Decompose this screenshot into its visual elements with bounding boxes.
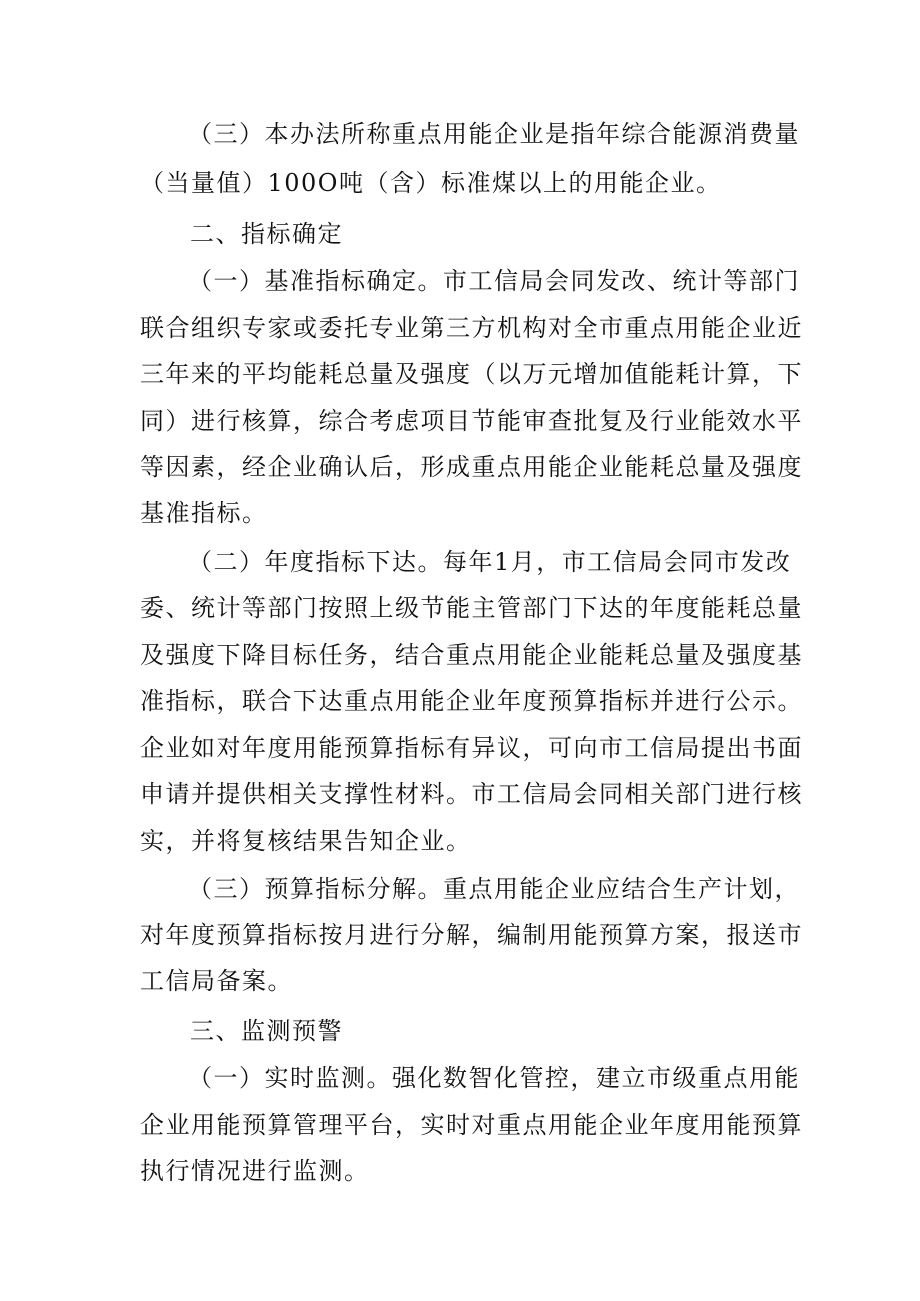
paragraph-line: 准指标，联合下达重点用能企业年度预算指标并进行公示。 bbox=[140, 687, 803, 715]
paragraph-line: 基准指标。 bbox=[140, 499, 268, 527]
paragraph-line: 工信局备案。 bbox=[140, 967, 293, 995]
paragraph-line: 委、统计等部门按照上级节能主管部门下达的年度能耗总量 bbox=[140, 594, 803, 622]
paragraph-line: 等因素，经企业确认后，形成重点用能企业能耗总量及强度 bbox=[140, 453, 803, 481]
section-heading: 二、指标确定 bbox=[190, 220, 343, 248]
paragraph-line: 企业用能预算管理平台，实时对重点用能企业年度用能预算 bbox=[140, 1111, 803, 1139]
paragraph-line: （当量值）100O吨（含）标准煤以上的用能企业。 bbox=[140, 169, 722, 197]
paragraph-line: 申请并提供相关支撑性材料。市工信局会同相关部门进行核 bbox=[140, 780, 803, 808]
paragraph-line: 同）进行核算，综合考虑项目节能审查批复及行业能效水平 bbox=[140, 407, 803, 435]
paragraph-line: （一）实时监测。强化数智化管控，建立市级重点用能 bbox=[188, 1064, 800, 1092]
paragraph-line: 对年度预算指标按月进行分解，编制用能预算方案，报送市 bbox=[140, 921, 803, 949]
paragraph-line: （三）本办法所称重点用能企业是指年综合能源消费量 bbox=[188, 120, 800, 148]
section-heading: 三、监测预警 bbox=[190, 1017, 343, 1045]
paragraph-line: 实，并将复核结果告知企业。 bbox=[140, 827, 472, 855]
paragraph-line: （二）年度指标下达。每年1月，市工信局会同市发改 bbox=[188, 548, 792, 576]
paragraph-line: （三）预算指标分解。重点用能企业应结合生产计划， bbox=[188, 875, 800, 903]
paragraph-line: 联合组织专家或委托专业第三方机构对全市重点用能企业近 bbox=[140, 314, 803, 342]
paragraph-line: 及强度下降目标任务，结合重点用能企业能耗总量及强度基 bbox=[140, 641, 803, 669]
paragraph-line: （一）基准指标确定。市工信局会同发改、统计等部门 bbox=[188, 267, 800, 295]
paragraph-line: 三年来的平均能耗总量及强度（以万元增加值能耗计算，下 bbox=[140, 360, 803, 388]
paragraph-line: 企业如对年度用能预算指标有异议，可向市工信局提出书面 bbox=[140, 734, 803, 762]
paragraph-line: 执行情况进行监测。 bbox=[140, 1157, 370, 1185]
